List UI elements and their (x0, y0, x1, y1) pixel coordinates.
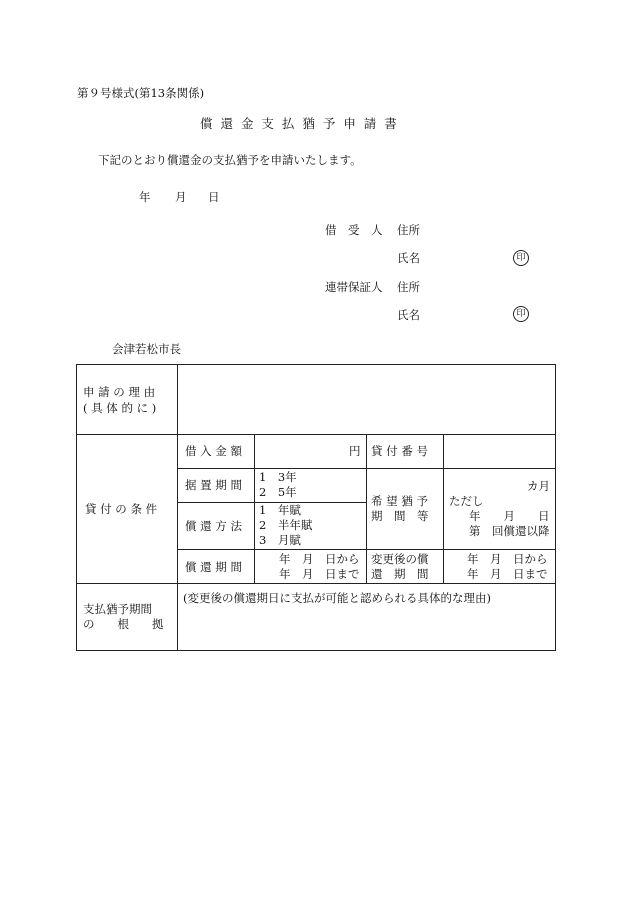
months-unit: カ月 (527, 479, 550, 493)
intro-text: 下記のとおり償還金の支払猶予を申請いたします。 (98, 153, 362, 167)
yen-unit: 円 (349, 444, 361, 458)
col-divider (177, 365, 178, 650)
guarantor-seal-icon: 印 (513, 306, 529, 322)
reason-label: 申 請 の 理 由 (83, 385, 156, 399)
desired-label: 希 望 猶 予 (371, 494, 428, 508)
col-divider (443, 434, 444, 583)
repay-period-from: 年 月 日から (279, 552, 360, 566)
row-divider (77, 583, 555, 584)
date-year: 年 (139, 190, 151, 204)
basis-input[interactable] (179, 609, 555, 649)
grace-period-label: 据 置 期 間 (185, 478, 242, 492)
loan-number-label: 貸 付 番 号 (371, 444, 428, 458)
borrower-role: 借 受 人 (325, 223, 383, 237)
guarantor-role: 連帯保証人 (325, 280, 383, 294)
tadashi-text: ただし (449, 494, 484, 508)
borrower-name-label: 氏名 (397, 251, 420, 265)
changed-period-label: 変更後の償 (371, 552, 429, 566)
grace-option-2[interactable]: 2 5年 (259, 485, 297, 499)
date-month: 月 (175, 190, 187, 204)
grace-option-1[interactable]: 1 3年 (259, 470, 297, 484)
guarantor-address-label: 住所 (397, 280, 420, 294)
changed-period-from: 年 月 日から (467, 552, 548, 566)
borrower-seal-icon: 印 (513, 250, 529, 266)
repay-period-to: 年 月 日まで (279, 567, 360, 581)
repay-option-1[interactable]: 1 年賦 (259, 503, 301, 517)
reason-input[interactable] (179, 365, 555, 434)
from-nth-repayment: 第 回償還以降 (469, 524, 550, 538)
col-divider (254, 434, 255, 583)
basis-note: (変更後の償還期日に支払が可能と認められる具体的な理由) (183, 591, 491, 605)
date-day: 日 (208, 190, 220, 204)
repay-option-3[interactable]: 3 月賦 (259, 533, 301, 547)
application-table (76, 364, 556, 651)
basis-label: 支払猶予期間 (83, 602, 152, 616)
changed-period-to: 年 月 日まで (467, 567, 548, 581)
loan-number-input[interactable] (446, 435, 554, 467)
loan-amount-label: 借 入 金 額 (185, 444, 242, 458)
loan-amount-input[interactable] (257, 435, 345, 467)
repay-option-2[interactable]: 2 半年賦 (259, 518, 313, 532)
loan-conditions-label: 貸 付 の 条 件 (85, 502, 158, 516)
desired-label-sub: 期 間 等 (371, 509, 429, 523)
repay-method-label: 償 還 方 法 (185, 519, 242, 533)
form-title: 償 還 金 支 払 猶 予 申 請 書 (200, 116, 399, 131)
basis-label-sub: の 根 拠 (83, 617, 164, 631)
changed-period-label-sub: 還 期 間 (371, 567, 429, 581)
guarantor-name-label: 氏名 (397, 308, 420, 322)
desired-date: 年 月 日 (469, 509, 550, 523)
reason-label-sub: ( 具 体 的 に ) (83, 401, 157, 415)
col-divider (366, 434, 367, 583)
borrower-address-label: 住所 (397, 223, 420, 237)
form-number: 第９号様式(第13条関係) (77, 86, 205, 100)
addressee: 会津若松市長 (112, 342, 181, 356)
repay-period-label: 償 還 期 間 (185, 560, 242, 574)
